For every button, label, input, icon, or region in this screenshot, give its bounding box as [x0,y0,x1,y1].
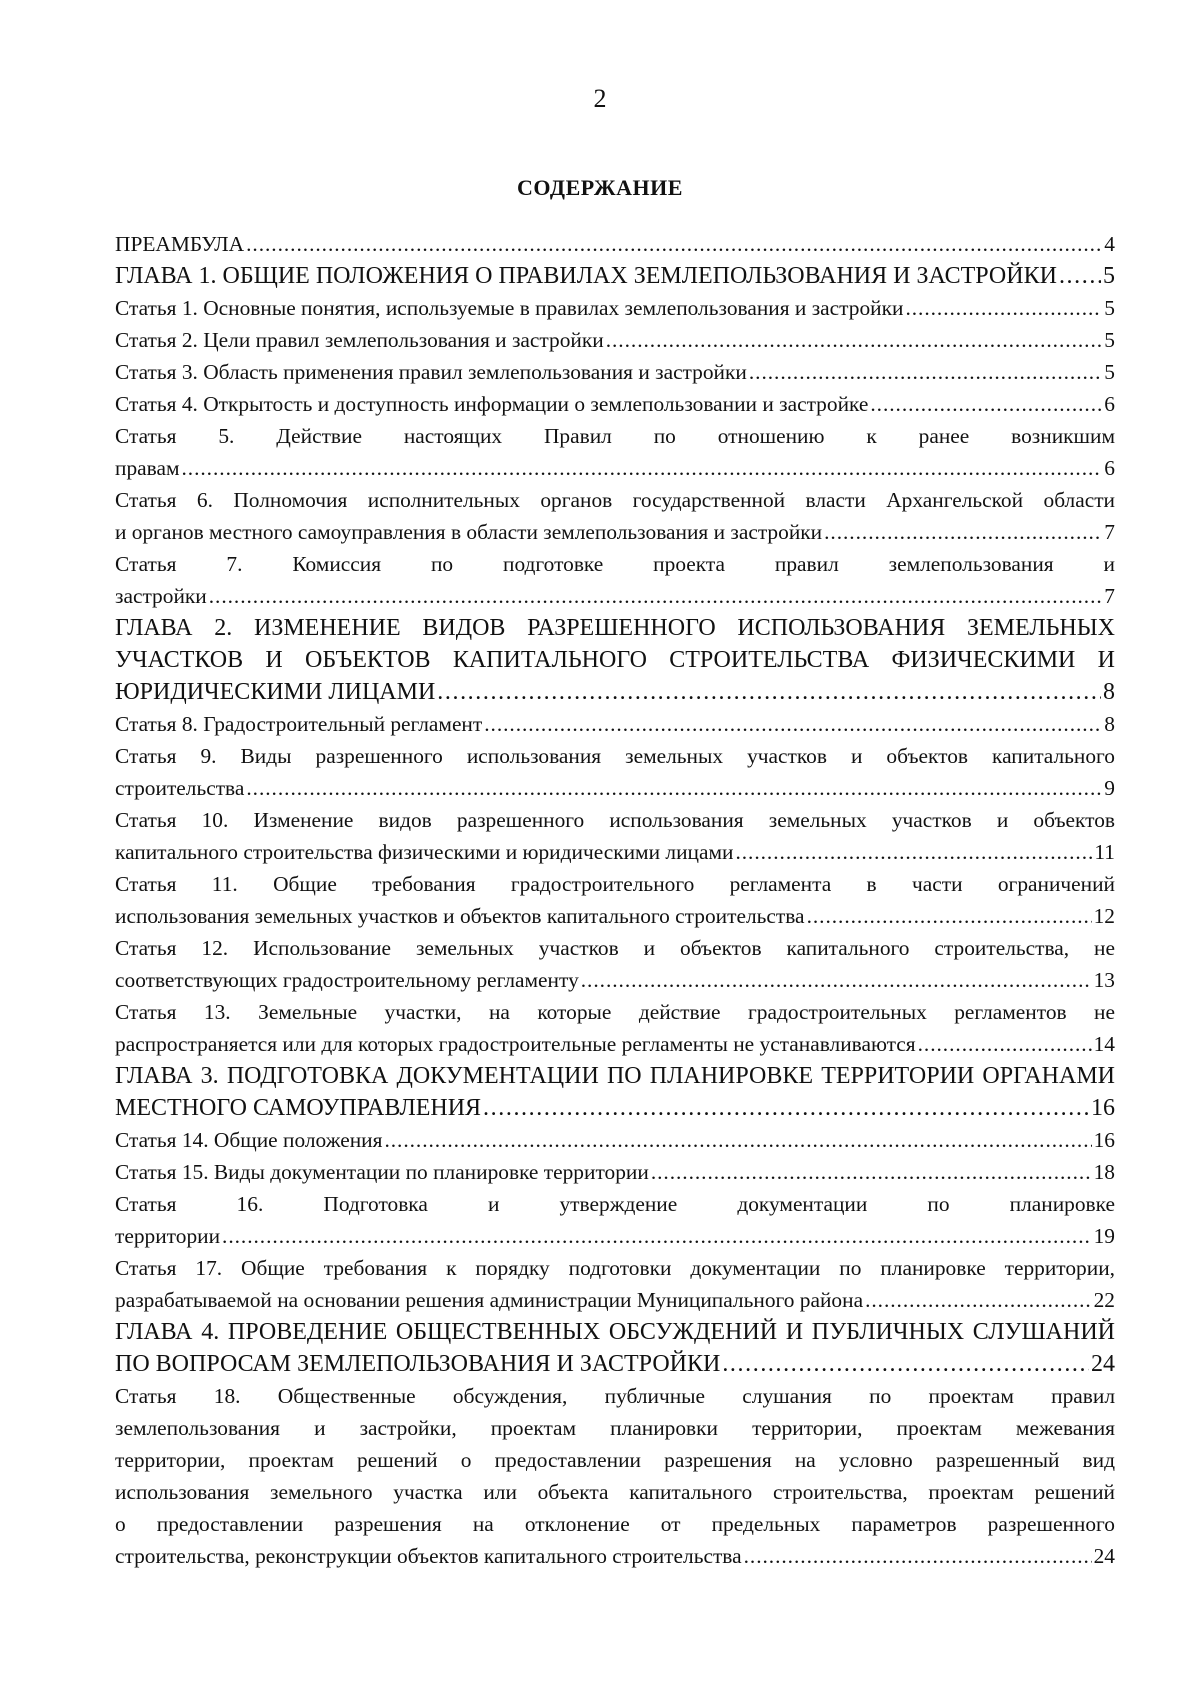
dot-leader [749,356,1102,388]
toc-entry-line: Статья 13. Земельные участки, на которые действие градостроительных регламентов не [115,1000,1115,1024]
toc-entry-page: 11 [1094,840,1115,864]
toc-entry-article [115,548,1115,612]
toc-entry-final-line [115,964,1115,996]
dot-leader [606,324,1103,356]
toc-entry-page: 7 [1104,520,1115,544]
toc-entry-page: 18 [1093,1160,1115,1184]
toc-entry-final-line [115,356,1115,388]
toc-entry-article [115,356,1115,388]
toc-entry-article [115,484,1115,548]
toc-entry-final-line [115,1028,1115,1060]
toc-entry-article [115,1156,1115,1188]
toc-entry-title: ПРЕАМБУЛА [115,232,245,256]
toc-entry-page: 16 [1093,1128,1115,1152]
toc-entry-title: и органов местного самоуправления в области землепользования и застройки [115,520,823,544]
toc-entry-chapter [115,1316,1115,1380]
toc-entry-page: 24 [1091,1351,1115,1377]
toc-entry-chapter [115,260,1115,292]
toc-entry-line: ГЛАВА 2. ИЗМЕНЕНИЕ ВИДОВ РАЗРЕШЕННОГО ИСПОЛЬЗОВАНИЯ ЗЕМЕЛЬНЫХ [115,615,1115,641]
toc-entry-page: 6 [1104,392,1115,416]
toc-entry-title: капитального строительства физическими и юридическими лицами [115,840,734,864]
toc-entry-page: 12 [1093,904,1115,928]
toc-entry-line: Статья 5. Действие настоящих Правил по отношению к ранее возникшим [115,424,1115,448]
toc-entry-page: 16 [1091,1095,1115,1121]
dot-leader [824,516,1102,548]
dot-leader [1059,260,1101,292]
dot-leader [222,1220,1092,1252]
toc-entry-final-line [115,516,1115,548]
toc-entry-title: МЕСТНОГО САМОУПРАВЛЕНИЯ [115,1095,482,1121]
toc-entry-page: 14 [1093,1032,1115,1056]
toc-entry-article [115,292,1115,324]
toc-entry-title: строительства [115,776,245,800]
toc-entry-line: Статья 16. Подготовка и утверждение документации по планировке [115,1192,1115,1216]
toc-entry-line: Статья 18. Общественные обсуждения, публичные слушания по проектам правил [115,1384,1115,1408]
toc-entry-final-line [115,676,1115,708]
toc-entry-final-line [115,1156,1115,1188]
toc-entry-article [115,868,1115,932]
dot-leader [651,1156,1092,1188]
toc-entry-final-line [115,772,1115,804]
toc-entry-title: Статья 2. Цели правил землепользования и застройки [115,328,604,352]
toc-entry-page: 5 [1104,328,1115,352]
toc-entry-final-line [115,1284,1115,1316]
toc-entry-article [115,740,1115,804]
dot-leader [384,1124,1091,1156]
dot-leader [865,1284,1092,1316]
dot-leader [722,1348,1089,1380]
dot-leader [182,452,1103,484]
toc-entry-title: соответствующих градостроительному регламенту [115,968,579,992]
toc-entry-page: 8 [1104,712,1115,736]
toc-entry-line: Статья 7. Комиссия по подготовке проекта правил землепользования и [115,552,1115,576]
toc-entry-line: Статья 12. Использование земельных участков и объектов капитального строительства, не [115,936,1115,960]
toc-entry-final-line [115,1092,1115,1124]
toc-title: СОДЕРЖАНИЕ [517,175,683,200]
dot-leader [246,228,1102,260]
toc-entry-line: Статья 11. Общие требования градостроительного регламента в части ограничений [115,872,1115,896]
toc-entry-page: 24 [1093,1544,1115,1568]
toc-entry-line: землепользования и застройки, проектам планировки территории, проектам межевания [115,1416,1115,1440]
toc-entry-article [115,996,1115,1060]
toc-entry-line: территории, проектам решений о предоставлении разрешения на условно разрешенный вид [115,1448,1115,1472]
toc-entry-title: Статья 1. Основные понятия, используемые в правилах землепользования и застройки [115,296,904,320]
toc-entry-chapter [115,612,1115,708]
toc-entry-line: УЧАСТКОВ И ОБЪЕКТОВ КАПИТАЛЬНОГО СТРОИТЕЛЬСТВА ФИЗИЧЕСКИМИ И [115,647,1115,673]
toc-entry-article [115,1188,1115,1252]
toc-entry-title: застройки [115,584,207,608]
toc-entry-final-line [115,1124,1115,1156]
toc-entry-title: Статья 4. Открытость и доступность информации о землепользовании и застройке [115,392,869,416]
toc-entry-page: 9 [1104,776,1115,800]
toc-entry-page: 8 [1103,679,1115,705]
dot-leader [735,836,1092,868]
toc-entry-chapter [115,1060,1115,1124]
toc-entry-article [115,1252,1115,1316]
toc-entry-title: строительства, реконструкции объектов капитального строительства [115,1544,742,1568]
toc-entry-article [115,708,1115,740]
toc-entry-article [115,804,1115,868]
dot-leader [870,388,1102,420]
toc-entry-article [115,932,1115,996]
toc-entry-final-line [115,324,1115,356]
toc-entry-page: 4 [1104,232,1115,256]
dot-leader [483,1092,1089,1124]
dot-leader [437,676,1101,708]
toc-entry-page: 19 [1093,1224,1115,1248]
toc-entry-page: 5 [1103,263,1115,289]
toc-entry-final-line [115,836,1115,868]
toc-entry-page: 13 [1093,968,1115,992]
toc-entry-title: распространяется или для которых градостроительные регламенты не устанавливаются [115,1032,916,1056]
dot-leader [905,292,1102,324]
toc-entry-page: 22 [1093,1288,1115,1312]
toc-entry-final-line [115,388,1115,420]
toc-entry-page: 7 [1104,584,1115,608]
dot-leader [918,1028,1092,1060]
toc-entry-final-line [115,228,1115,260]
toc-entry-page: 6 [1104,456,1115,480]
toc-entry-line: ГЛАВА 3. ПОДГОТОВКА ДОКУМЕНТАЦИИ ПО ПЛАНИРОВКЕ ТЕРРИТОРИИ ОРГАНАМИ [115,1063,1115,1089]
toc-entry-final-line [115,260,1115,292]
dot-leader [581,964,1092,996]
dot-leader [744,1540,1092,1572]
toc-entry-title: территории [115,1224,221,1248]
toc-entry-line: использования земельного участка или объекта капитального строительства, проектам решений [115,1480,1115,1504]
toc-entry-title: правам [115,456,180,480]
dot-leader [209,580,1103,612]
toc-entry-line: ГЛАВА 4. ПРОВЕДЕНИЕ ОБЩЕСТВЕННЫХ ОБСУЖДЕНИЙ И ПУБЛИЧНЫХ СЛУШАНИЙ [115,1319,1115,1345]
dot-leader [807,900,1092,932]
toc-entry-final-line [115,292,1115,324]
toc-entry-article [115,388,1115,420]
toc-entry-title: Статья 3. Область применения правил землепользования и застройки [115,360,747,384]
page-number: 2 [593,84,607,113]
toc-entry-article [115,324,1115,356]
toc-entry-final-line [115,1540,1115,1572]
toc-entry-final-line [115,900,1115,932]
dot-leader [484,708,1102,740]
toc-entry-title: Статья 15. Виды документации по планировке территории [115,1160,649,1184]
toc-entry-article [115,1380,1115,1572]
toc-entry-line: Статья 9. Виды разрешенного использования земельных участков и объектов капитального [115,744,1115,768]
table-of-contents [115,228,1115,1572]
toc-entry-title: ГЛАВА 1. ОБЩИЕ ПОЛОЖЕНИЯ О ПРАВИЛАХ ЗЕМЛЕПОЛЬЗОВАНИЯ И ЗАСТРОЙКИ [115,263,1057,289]
toc-entry-line: Статья 6. Полномочия исполнительных органов государственной власти Архангельской области [115,488,1115,512]
toc-entry-article [115,420,1115,484]
toc-entry-title: ПО ВОПРОСАМ ЗЕМЛЕПОЛЬЗОВАНИЯ И ЗАСТРОЙКИ [115,1351,721,1377]
toc-entry-final-line [115,580,1115,612]
toc-entry-final-line [115,1348,1115,1380]
toc-entry-title: разрабатываемой на основании решения администрации Муниципального района [115,1288,864,1312]
toc-entry-title: Статья 14. Общие положения [115,1128,383,1152]
toc-entry-line: Статья 17. Общие требования к порядку подготовки документации по планировке территории, [115,1256,1115,1280]
toc-entry-page: 5 [1104,296,1115,320]
toc-entry-final-line [115,708,1115,740]
toc-entry-title: Статья 8. Градостроительный регламент [115,712,483,736]
dot-leader [246,772,1102,804]
toc-entry-line: Статья 10. Изменение видов разрешенного использования земельных участков и объектов [115,808,1115,832]
toc-entry-page: 5 [1104,360,1115,384]
toc-entry-final-line [115,1220,1115,1252]
toc-entry-article [115,1124,1115,1156]
toc-entry-title: ЮРИДИЧЕСКИМИ ЛИЦАМИ [115,679,436,705]
toc-entry-title: использования земельных участков и объектов капитального строительства [115,904,805,928]
toc-entry-final-line [115,452,1115,484]
toc-entry-preamble [115,228,1115,260]
toc-entry-line: о предоставлении разрешения на отклонение от предельных параметров разрешенного [115,1512,1115,1536]
